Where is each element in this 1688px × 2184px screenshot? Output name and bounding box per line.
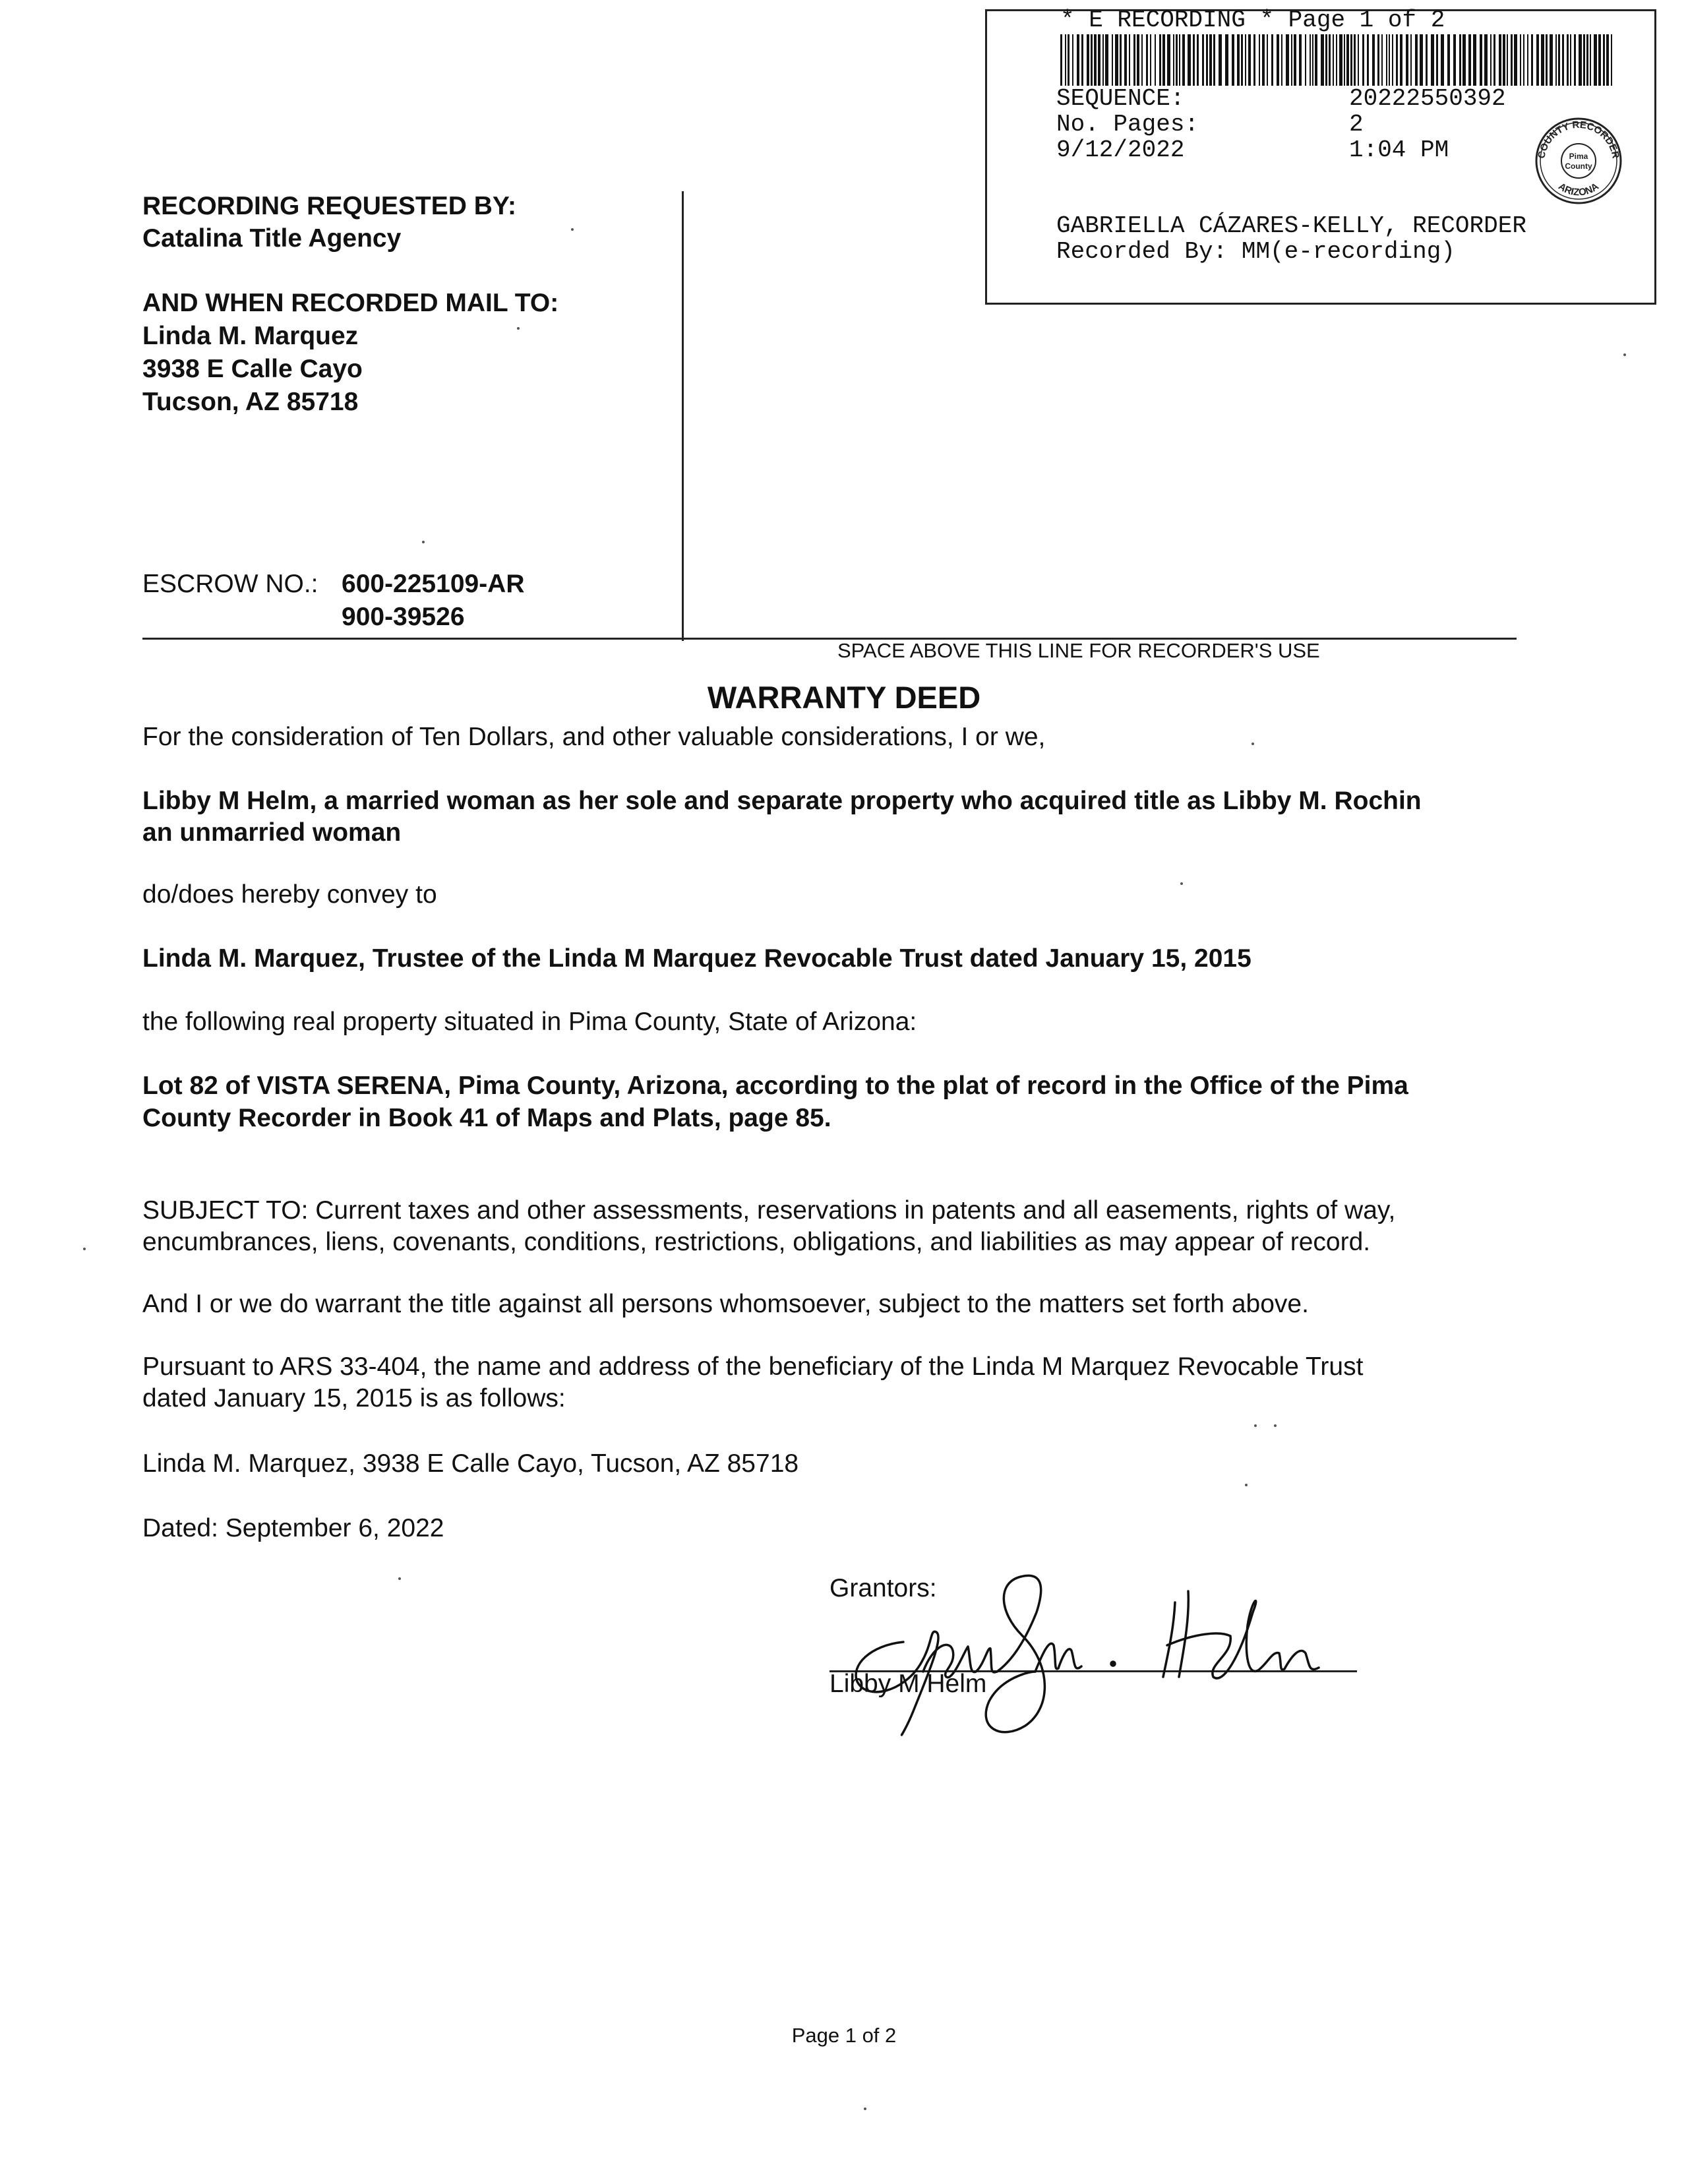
seal-top-text: COUNTY RECORDER: [1536, 119, 1621, 160]
scan-speck: [571, 228, 574, 231]
grantor-line-2: an unmarried woman: [142, 818, 402, 847]
pages-label: No. Pages:: [1056, 111, 1199, 138]
county-recorder-seal: [1526, 113, 1631, 206]
recorder-use-note: SPACE ABOVE THIS LINE FOR RECORDER'S USE: [837, 639, 1320, 662]
seal-bottom-text: ARIZONA: [1556, 181, 1601, 198]
consideration-text: For the consideration of Ten Dollars, and other valuable considerations, I or we,: [142, 723, 1046, 751]
stamp-header: * E RECORDING * Page 1 of 2: [1060, 7, 1445, 34]
dated-line: Dated: September 6, 2022: [142, 1514, 444, 1542]
pages-value: 2: [1349, 111, 1364, 138]
requested-by-label: RECORDING REQUESTED BY:: [142, 192, 516, 220]
header-vertical-divider: [682, 191, 684, 641]
scan-speck: [864, 2108, 866, 2110]
sequence-label: SEQUENCE:: [1056, 85, 1185, 112]
scan-speck: [1180, 882, 1183, 885]
recorder-name: GABRIELLA CÁZARES-KELLY, RECORDER: [1056, 212, 1526, 239]
record-date: 9/12/2022: [1056, 136, 1185, 164]
scan-speck: [398, 1577, 401, 1580]
legal-description-line-2: County Recorder in Book 41 of Maps and Plats, page 85.: [142, 1104, 831, 1132]
escrow-label: ESCROW NO.:: [142, 570, 318, 598]
property-intro: the following real property situated in Pima County, State of Arizona:: [142, 1008, 917, 1036]
scan-speck: [517, 327, 520, 330]
mail-to-name: Linda M. Marquez: [142, 322, 359, 350]
barcode: [1060, 34, 1614, 86]
scan-speck: [83, 1248, 86, 1250]
ars-line-2: dated January 15, 2015 is as follows:: [142, 1384, 566, 1412]
grantor-line-1: Libby M Helm, a married woman as her sole and separate property who acquired title as Libby M. Rochin: [142, 787, 1422, 815]
convey-text: do/does hereby convey to: [142, 880, 437, 909]
record-time: 1:04 PM: [1349, 136, 1449, 164]
scan-speck: [1274, 1424, 1277, 1427]
escrow-number-2: 900-39526: [342, 603, 465, 631]
document-title: WARRANTY DEED: [707, 680, 981, 715]
grantors-label: Grantors:: [829, 1574, 937, 1602]
signer-name: Libby M Helm: [829, 1670, 987, 1698]
subject-to-line-2: encumbrances, liens, covenants, conditions, restrictions, obligations, and liabilities as may appear of record.: [142, 1228, 1371, 1256]
mail-to-street: 3938 E Calle Cayo: [142, 355, 363, 383]
escrow-number-1: 600-225109-AR: [342, 570, 525, 598]
scan-speck: [422, 541, 425, 543]
subject-to-line-1: SUBJECT TO: Current taxes and other assessments, reservations in patents and all easements, rights of way,: [142, 1196, 1396, 1225]
beneficiary-address: Linda M. Marquez, 3938 E Calle Cayo, Tucson, AZ 85718: [142, 1449, 799, 1478]
sequence-value: 20222550392: [1349, 85, 1506, 112]
scan-speck: [1251, 743, 1254, 745]
seal-center-line2: County: [1565, 162, 1592, 171]
scan-speck: [1254, 1424, 1257, 1427]
requested-by-name: Catalina Title Agency: [142, 224, 402, 253]
ars-line-1: Pursuant to ARS 33-404, the name and address of the beneficiary of the Linda M Marquez Revocable Trust: [142, 1352, 1364, 1381]
page-number: Page 1 of 2: [791, 2024, 897, 2047]
mail-to-city: Tucson, AZ 85718: [142, 388, 359, 416]
mail-to-label: AND WHEN RECORDED MAIL TO:: [142, 289, 559, 317]
scan-speck: [1623, 353, 1626, 356]
handwritten-signature: [791, 1573, 1372, 1741]
warranty-text: And I or we do warrant the title against all persons whomsoever, subject to the matters set forth above.: [142, 1290, 1309, 1318]
scan-speck: [1245, 1484, 1248, 1486]
recorded-by: Recorded By: MM(e-recording): [1056, 238, 1455, 265]
legal-description-line-1: Lot 82 of VISTA SERENA, Pima County, Arizona, according to the plat of record in the Office of the Pima: [142, 1072, 1408, 1100]
seal-center-line1: Pima: [1569, 152, 1588, 161]
grantee-text: Linda M. Marquez, Trustee of the Linda M Marquez Revocable Trust dated January 15, 2015: [142, 944, 1251, 973]
